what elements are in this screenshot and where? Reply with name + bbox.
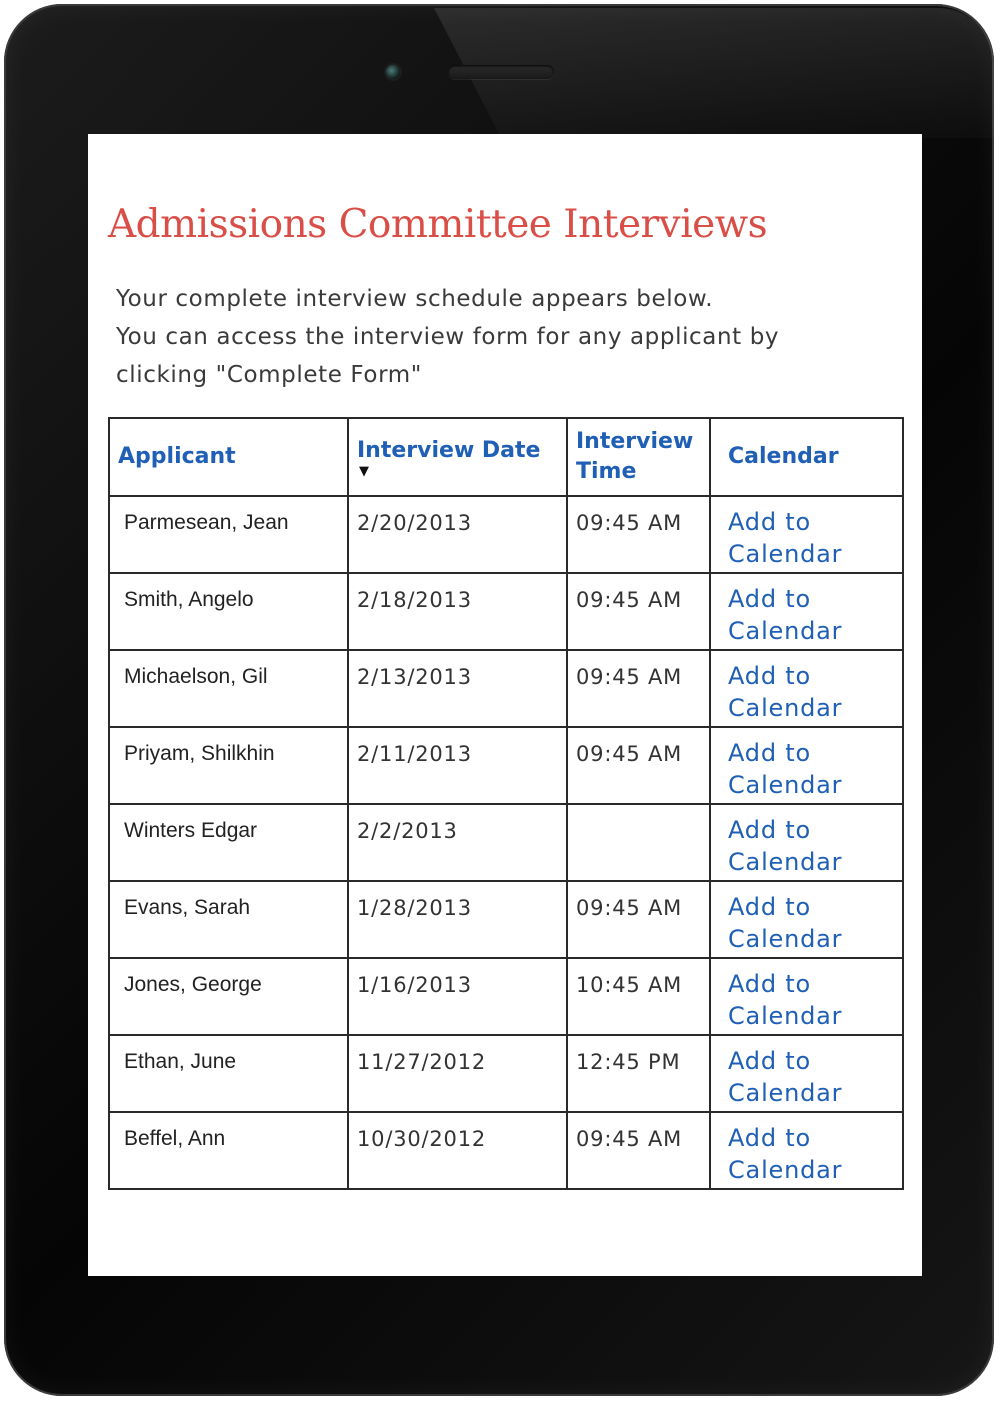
- camera-icon: [386, 65, 400, 79]
- table-row: [109, 958, 903, 1035]
- applicant-name: Beffel, Ann: [109, 1112, 348, 1189]
- link-line-1[interactable]: Add to: [728, 1124, 811, 1152]
- header-interview-date[interactable]: [348, 418, 567, 496]
- applicant-name: Priyam, Shilkhin: [109, 727, 348, 804]
- intro-line-3: clicking "Complete Form": [116, 362, 422, 388]
- interview-date: 11/27/2012: [348, 1035, 567, 1112]
- interview-time: 09:45 AM: [567, 650, 710, 727]
- table-row: [109, 496, 903, 573]
- calendar-cell: [710, 650, 903, 727]
- header-interview-date-label[interactable]: Interview Date: [357, 438, 541, 463]
- header-calendar[interactable]: [710, 418, 903, 496]
- calendar-cell: [710, 1112, 903, 1189]
- interview-date: 2/11/2013: [348, 727, 567, 804]
- add-to-calendar-link[interactable]: [728, 737, 902, 801]
- interview-date: 1/28/2013: [348, 881, 567, 958]
- interview-time: 09:45 AM: [567, 496, 710, 573]
- link-line-2[interactable]: Calendar: [728, 925, 843, 953]
- intro-text: [116, 280, 896, 394]
- link-line-1[interactable]: Add to: [728, 1047, 811, 1075]
- add-to-calendar-link[interactable]: [728, 891, 902, 955]
- table-row: [109, 650, 903, 727]
- interview-date: 2/20/2013: [348, 496, 567, 573]
- header-interview-time-label-1[interactable]: Interview: [576, 429, 694, 454]
- link-line-1[interactable]: Add to: [728, 816, 811, 844]
- applicant-name: Michaelson, Gil: [109, 650, 348, 727]
- table-row: [109, 881, 903, 958]
- link-line-2[interactable]: Calendar: [728, 1002, 843, 1030]
- applicant-name: Ethan, June: [109, 1035, 348, 1112]
- link-line-2[interactable]: Calendar: [728, 540, 843, 568]
- header-applicant[interactable]: [109, 418, 348, 496]
- add-to-calendar-link[interactable]: [728, 968, 902, 1032]
- calendar-cell: [710, 881, 903, 958]
- calendar-cell: [710, 727, 903, 804]
- link-line-2[interactable]: Calendar: [728, 848, 843, 876]
- applicant-name: Jones, George: [109, 958, 348, 1035]
- header-interview-time-label-2[interactable]: Time: [576, 459, 637, 484]
- interview-schedule-table: [108, 417, 904, 1190]
- table-row: [109, 1112, 903, 1189]
- header-interview-time[interactable]: [567, 418, 710, 496]
- link-line-2[interactable]: Calendar: [728, 771, 843, 799]
- calendar-cell: [710, 1035, 903, 1112]
- header-calendar-label[interactable]: Calendar: [728, 444, 839, 469]
- interview-time: [567, 804, 710, 881]
- intro-line-2: You can access the interview form for any applicant by: [116, 324, 780, 350]
- applicant-name: Parmesean, Jean: [109, 496, 348, 573]
- interview-date: 2/18/2013: [348, 573, 567, 650]
- interview-time: 10:45 AM: [567, 958, 710, 1035]
- interview-date: 1/16/2013: [348, 958, 567, 1035]
- intro-line-1: Your complete interview schedule appears below.: [116, 286, 714, 312]
- interview-time: 09:45 AM: [567, 1112, 710, 1189]
- table-header-row: [109, 418, 903, 496]
- calendar-cell: [710, 573, 903, 650]
- link-line-2[interactable]: Calendar: [728, 1079, 843, 1107]
- add-to-calendar-link[interactable]: [728, 814, 902, 878]
- interview-date: 2/2/2013: [348, 804, 567, 881]
- tablet-frame: [4, 4, 994, 1396]
- add-to-calendar-link[interactable]: [728, 1045, 902, 1109]
- add-to-calendar-link[interactable]: [728, 660, 902, 724]
- interview-time: 09:45 AM: [567, 881, 710, 958]
- add-to-calendar-link[interactable]: [728, 506, 902, 570]
- table-row: [109, 1035, 903, 1112]
- add-to-calendar-link[interactable]: [728, 583, 902, 647]
- link-line-1[interactable]: Add to: [728, 739, 811, 767]
- table-row: [109, 804, 903, 881]
- screen: [88, 134, 922, 1276]
- link-line-1[interactable]: Add to: [728, 508, 811, 536]
- table-row: [109, 727, 903, 804]
- table-row: [109, 573, 903, 650]
- page-title: Admissions Committee Interviews: [108, 202, 768, 247]
- calendar-cell: [710, 958, 903, 1035]
- link-line-1[interactable]: Add to: [728, 585, 811, 613]
- link-line-2[interactable]: Calendar: [728, 617, 843, 645]
- applicant-name: Evans, Sarah: [109, 881, 348, 958]
- calendar-cell: [710, 804, 903, 881]
- calendar-cell: [710, 496, 903, 573]
- speaker-grille: [448, 65, 554, 79]
- link-line-1[interactable]: Add to: [728, 893, 811, 921]
- interview-time: 09:45 AM: [567, 727, 710, 804]
- interview-time: 09:45 AM: [567, 573, 710, 650]
- link-line-2[interactable]: Calendar: [728, 1156, 843, 1184]
- applicant-name: Winters Edgar: [109, 804, 348, 881]
- interview-date: 10/30/2012: [348, 1112, 567, 1189]
- link-line-2[interactable]: Calendar: [728, 694, 843, 722]
- interview-date: 2/13/2013: [348, 650, 567, 727]
- applicant-name: Smith, Angelo: [109, 573, 348, 650]
- add-to-calendar-link[interactable]: [728, 1122, 902, 1186]
- sort-descending-icon[interactable]: ▼: [359, 464, 369, 479]
- interview-time: 12:45 PM: [567, 1035, 710, 1112]
- link-line-1[interactable]: Add to: [728, 662, 811, 690]
- header-applicant-label[interactable]: Applicant: [118, 444, 236, 469]
- link-line-1[interactable]: Add to: [728, 970, 811, 998]
